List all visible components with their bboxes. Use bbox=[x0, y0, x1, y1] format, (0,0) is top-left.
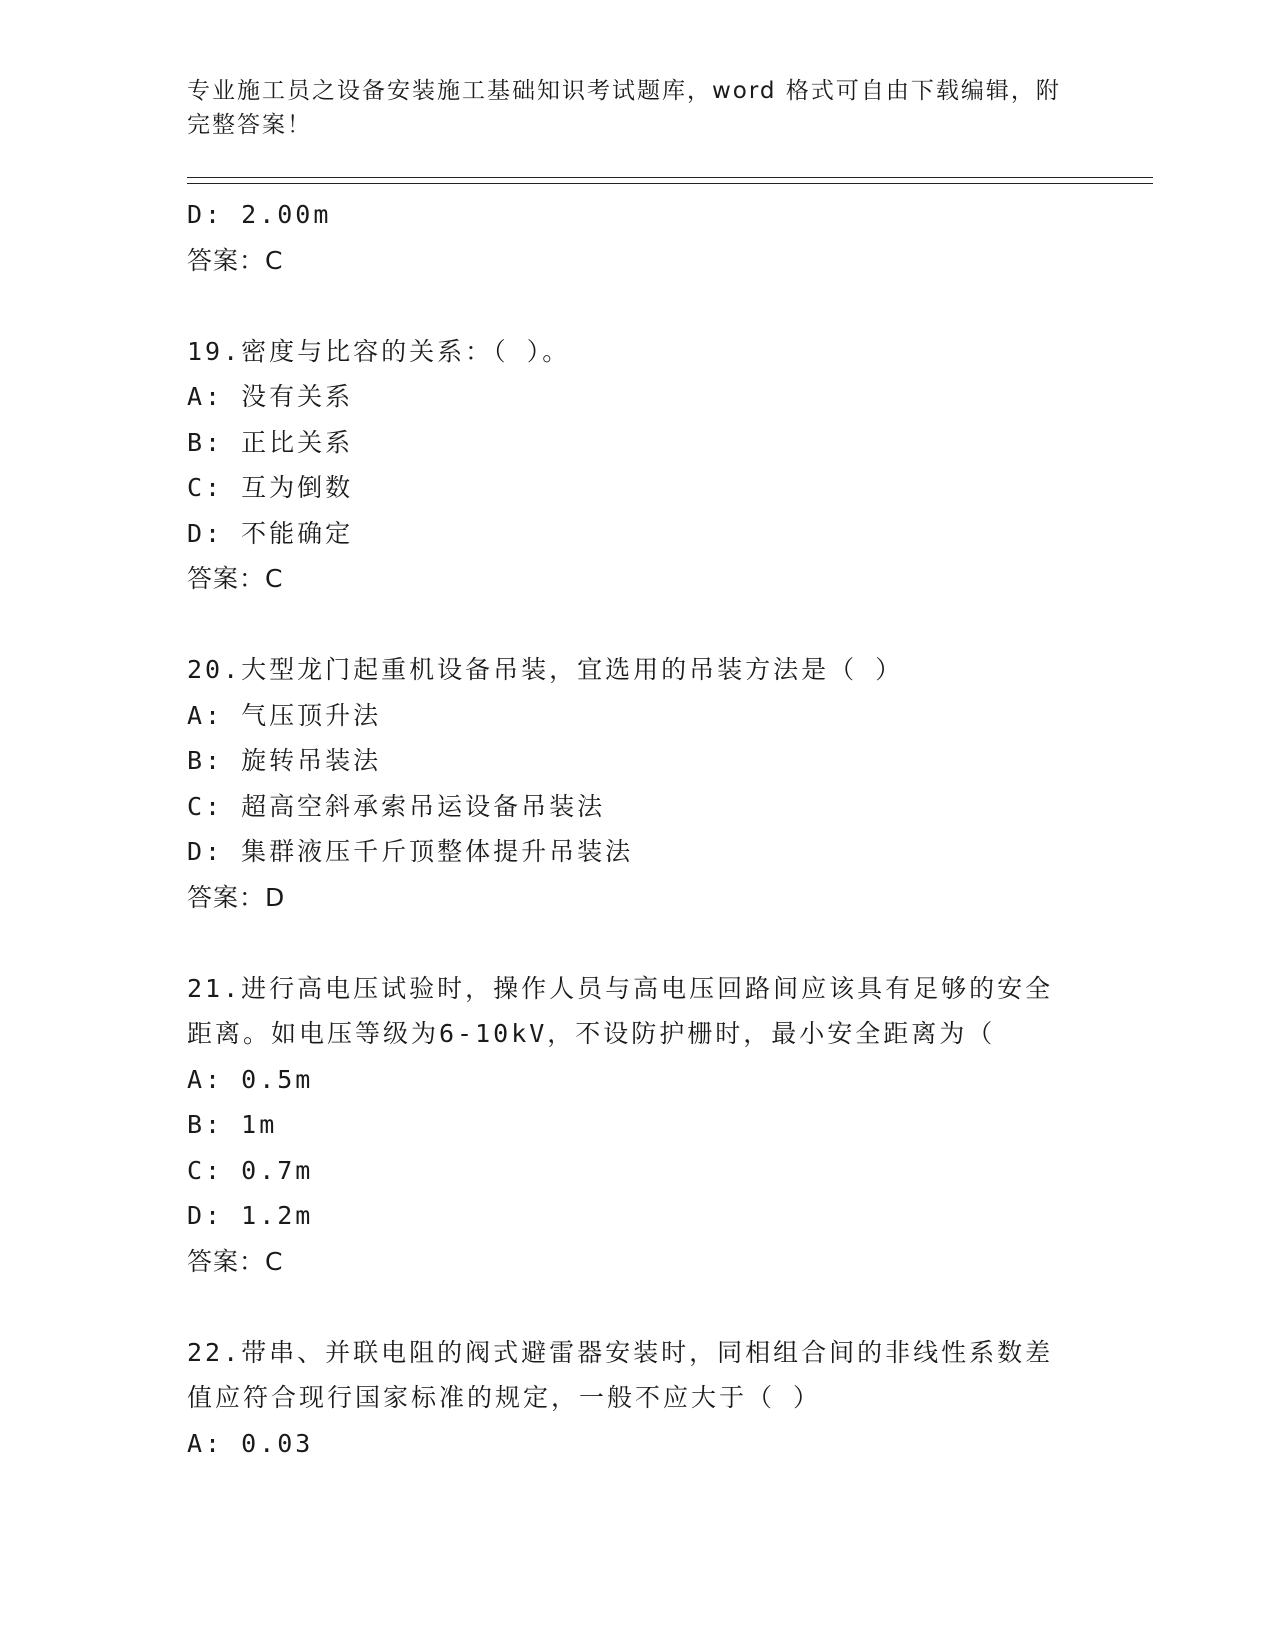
option-b: B: 正比关系 bbox=[187, 427, 354, 457]
document-header: 专业施工员之设备安装施工基础知识考试题库，word 格式可自由下载编辑，附完整答案！ bbox=[187, 78, 1061, 138]
option-a: A: 没有关系 bbox=[187, 382, 354, 411]
option-b: B: 1m bbox=[187, 1110, 278, 1139]
question-22-stem-line-2: 值应符合现行国家标准的规定，一般不应大于（ ） bbox=[187, 1383, 822, 1412]
question-22-stem-line-1: 22.带串、并联电阻的阀式避雷器安装时，同相组合间的非线性系数差 bbox=[187, 1337, 1054, 1367]
option-c: C: 超高空斜承索吊运设备吊装法 bbox=[187, 791, 606, 821]
option-a: A: 气压顶升法 bbox=[187, 700, 382, 730]
spacer bbox=[187, 283, 1087, 329]
option-d: D: 集群液压千斤顶整体提升吊装法 bbox=[187, 837, 634, 866]
question-20-stem: 20.大型龙门起重机设备吊装，宜选用的吊装方法是（ ） bbox=[187, 655, 904, 684]
answer-line: 答案：D bbox=[187, 882, 286, 912]
answer-line: 答案：C bbox=[187, 564, 284, 593]
option-d: D: 不能确定 bbox=[187, 518, 354, 548]
answer-line: 答案：C bbox=[187, 245, 284, 275]
option-d: D: 2.00m bbox=[187, 200, 332, 229]
option-b: B: 旋转吊装法 bbox=[187, 746, 382, 775]
spacer bbox=[187, 1284, 1087, 1330]
header-divider-top bbox=[187, 177, 1153, 178]
question-content bbox=[187, 192, 1087, 1466]
option-a: A: 0.5m bbox=[187, 1064, 314, 1094]
spacer bbox=[187, 920, 1087, 966]
option-c: C: 0.7m bbox=[187, 1155, 314, 1185]
spacer bbox=[187, 602, 1087, 648]
option-a: A: 0.03 bbox=[187, 1428, 314, 1458]
question-19-stem: 19.密度与比容的关系：（ ）。 bbox=[187, 336, 571, 366]
question-21-stem-line-1: 21.进行高电压试验时，操作人员与高电压回路间应该具有足够的安全 bbox=[187, 973, 1054, 1003]
option-d: D: 1.2m bbox=[187, 1201, 314, 1230]
answer-line: 答案：C bbox=[187, 1246, 284, 1276]
header-divider-bottom bbox=[187, 183, 1153, 184]
option-c: C: 互为倒数 bbox=[187, 473, 354, 502]
question-21-stem-line-2: 距离。如电压等级为6-10kV，不设防护栅时，最小安全距离为（ bbox=[187, 1019, 996, 1048]
